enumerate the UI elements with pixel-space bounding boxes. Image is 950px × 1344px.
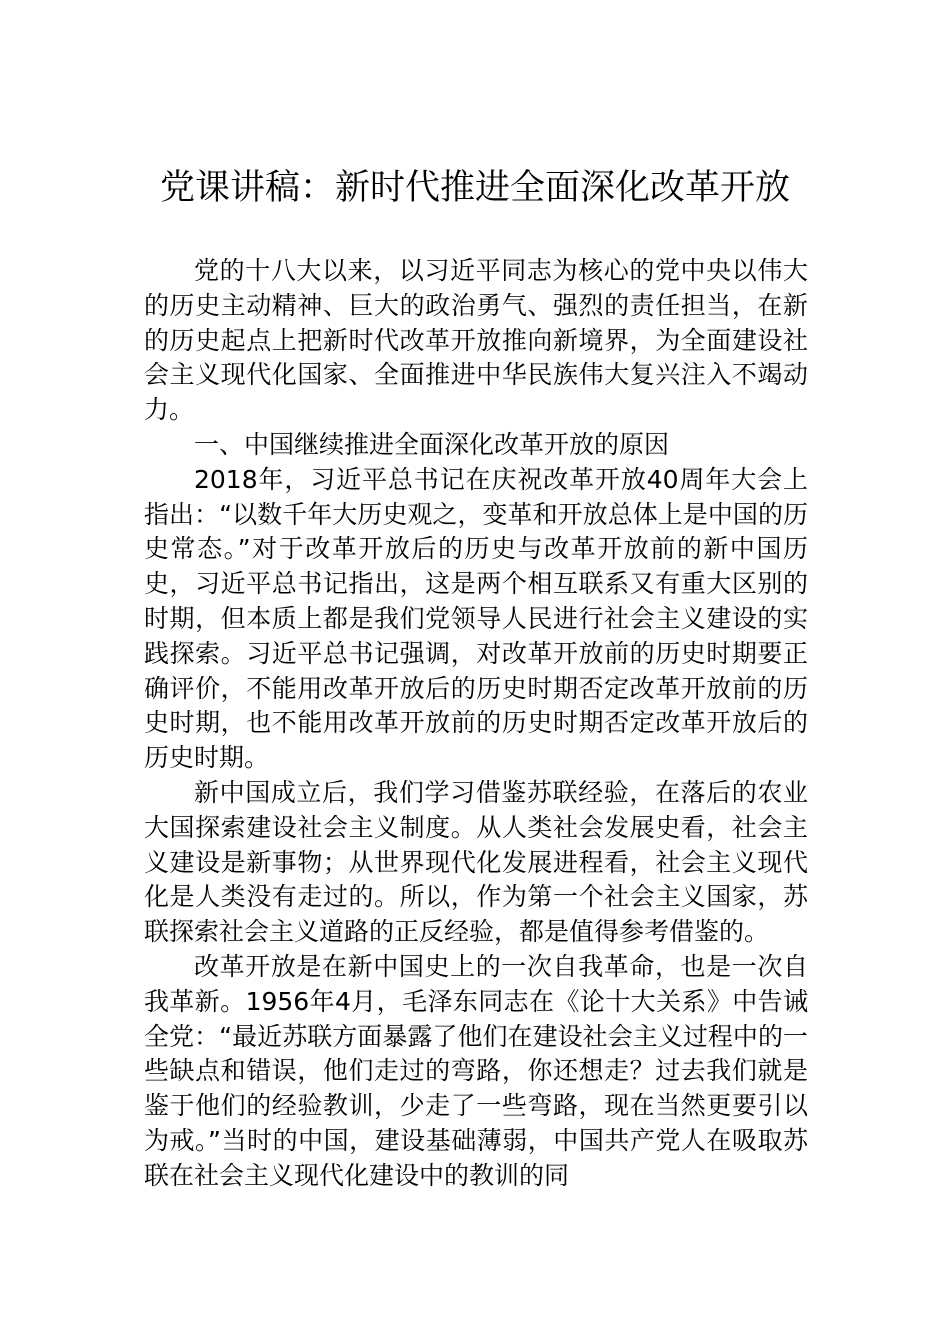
paragraph-soviet-experience: 新中国成立后，我们学习借鉴苏联经验，在落后的农业大国探索建设社会主义制度。从人类社会发展史看，社会主义建设是新事物；从世界现代化发展进程看，社会主义现代化是人类没有走过的。所以，作为第一个社会主义国家，苏联探索社会主义道路的正反经验，都是值得参考借鉴的。 — [144, 777, 808, 947]
document-body — [144, 254, 808, 1194]
paragraph-intro: 党的十八大以来，以习近平同志为核心的党中央以伟大的历史主动精神、巨大的政治勇气、强烈的责任担当，在新的历史起点上把新时代改革开放推向新境界，为全面建设社会主义现代化国家、全面推进中华民族伟大复兴注入不竭动力。 — [144, 256, 808, 425]
paragraph-2018-speech: 2018年，习近平总书记在庆祝改革开放40周年大会上指出：“以数千年大历史观之，变革和开放总体上是中国的历史常态。”对于改革开放后的历史与改革开放前的新中国历史，习近平总书记指出，这是两个相互联系又有重大区别的时期，但本质上都是我们党领导人民进行社会主义建设的实践探索。习近平总书记强调，对改革开放前的历史时期要正确评价，不能用改革开放后的历史时期否定改革开放前的历史时期，也不能用改革开放前的历史时期否定改革开放后的历史时期。 — [144, 464, 808, 773]
paragraph-self-revolution: 改革开放是在新中国史上的一次自我革命，也是一次自我革新。1956年4月，毛泽东同志在《论十大关系》中告诫全党：“最近苏联方面暴露了他们在建设社会主义过程中的一些缺点和错误，他们走过的弯路，你还想走？过去我们就是鉴于他们的经验教训，少走了一些弯路，现在当然更要引以为戒。”当时的中国，建设基础薄弱，中国共产党人在吸取苏联在社会主义现代化建设中的教训的同 — [144, 951, 808, 1190]
section-heading-1: 一、中国继续推进全面深化改革开放的原因 — [194, 429, 670, 459]
document-title: 党课讲稿：新时代推进全面深化改革开放 — [159, 168, 790, 208]
